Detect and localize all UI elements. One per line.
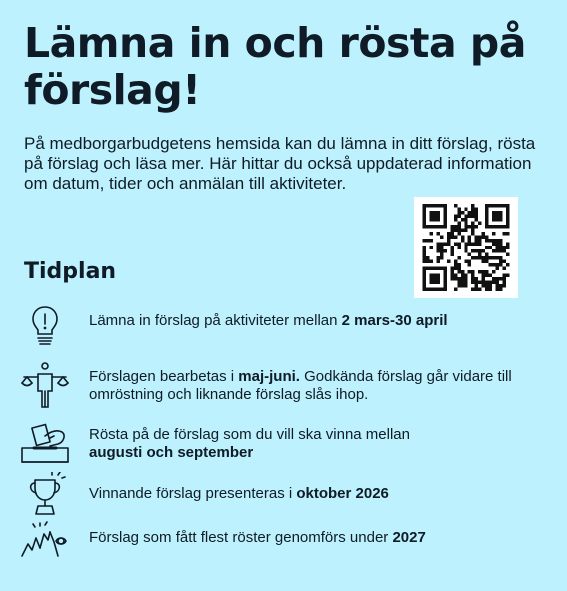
- step-text: Rösta på de förslag som du vill ska vinna mellan augusti och september: [89, 426, 410, 461]
- timeline-step: [20, 301, 550, 349]
- scales-icon: [20, 361, 70, 409]
- timeline-step: [20, 361, 550, 409]
- step-text: Lämna in förslag på aktiviteter mellan 2 mars-30 april: [89, 312, 448, 329]
- step-date: 2027: [392, 529, 426, 546]
- timeline-step: [20, 422, 550, 470]
- timeline-step: [20, 472, 550, 520]
- lightbulb-icon: [20, 301, 70, 349]
- intro-text: På medborgarbudgetens hemsida kan du lämna in ditt förslag, rösta på förslag och läsa mer. Här hittar du också uppdaterad information om datum, tider och anmälan till aktiviteter.: [24, 134, 536, 193]
- step-date: augusti och september: [89, 444, 254, 461]
- qr-code-icon[interactable]: [414, 197, 518, 298]
- step-date: oktober 2026: [296, 485, 389, 502]
- ballot-box-icon: [20, 422, 70, 470]
- step-text: Vinnande förslag presenteras i oktober 2026: [89, 485, 389, 502]
- timeline-heading: Tidplan: [24, 259, 117, 284]
- step-date: 2 mars-30 april: [341, 312, 448, 329]
- trophy-icon: [20, 472, 70, 520]
- timeline-step: [20, 520, 550, 568]
- step-text: Förslagen bearbetas i maj-juni. Godkända förslag går vidare till omröstning och liknande förslag slås ihop.: [89, 368, 512, 403]
- celebration-icon: [20, 520, 70, 568]
- page-title: Lämna in och rösta på förslag!: [24, 19, 526, 114]
- step-text: Förslag som fått flest röster genomförs under 2027: [89, 529, 426, 546]
- step-date: maj-juni.: [238, 368, 300, 385]
